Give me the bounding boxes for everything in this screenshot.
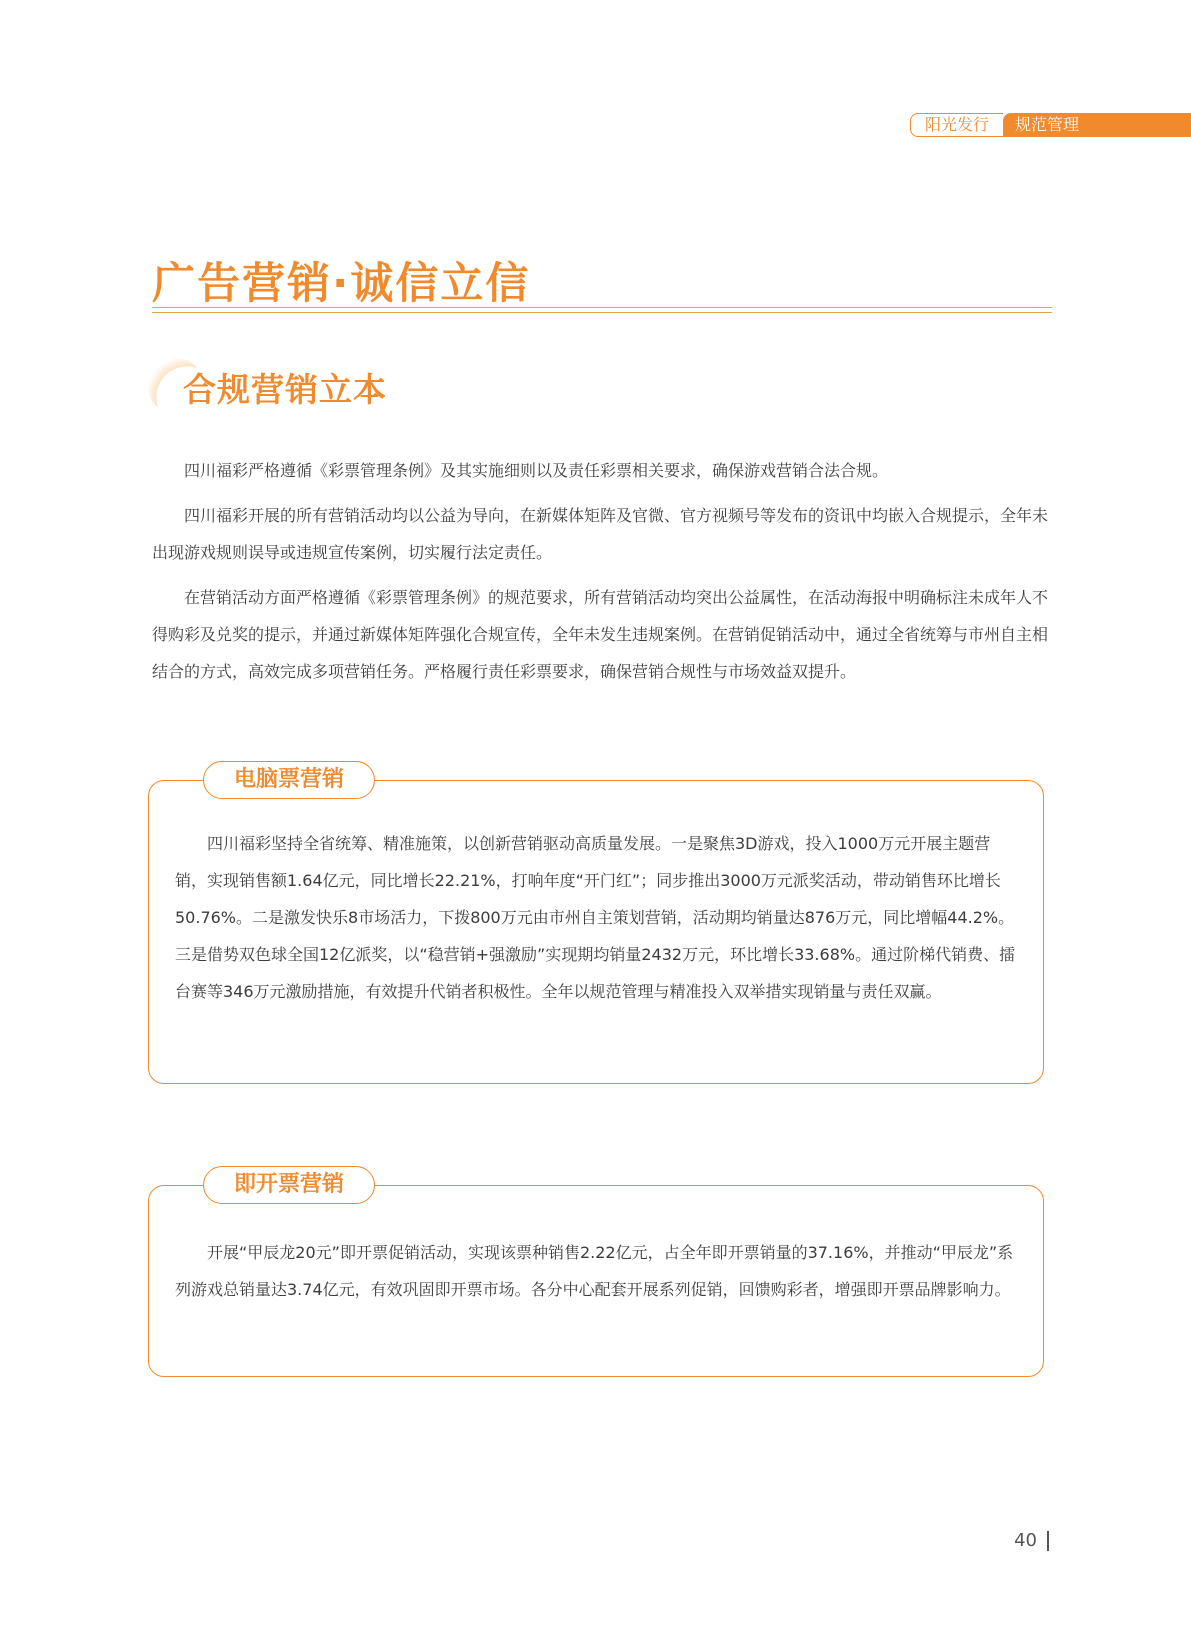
- tab-standard-management[interactable]: 规范管理: [1003, 113, 1191, 137]
- instant-ticket-marketing-box: [148, 1172, 1044, 1377]
- page-number: 40: [1014, 1531, 1049, 1551]
- paragraph-2: 四川福彩开展的所有营销活动均以公益为导向，在新媒体矩阵及官微、官方视频号等发布的资讯中均嵌入合规提示，全年未出现游戏规则误导或违规宣传案例，切实履行法定责任。: [152, 506, 1049, 562]
- computer-ticket-marketing-box: [148, 767, 1044, 1084]
- title-divider-top: [152, 307, 1052, 308]
- paragraph-3: 在营销活动方面严格遵循《彩票管理条例》的规范要求，所有营销活动均突出公益属性，在活动海报中明确标注未成年人不得购彩及兑奖的提示，并通过新媒体矩阵强化合规宣传，全年未发生违规案例。在营销促销活动中，通过全省统筹与市州自主相结合的方式，高效完成多项营销任务。严格履行责任彩票要求，确保营销合规性与市场效益双提升。: [152, 588, 1049, 681]
- header-tabs: [910, 113, 1191, 137]
- box-label-instant-ticket: 即开票营销: [203, 1166, 375, 1204]
- section-title: 合规营销立本: [183, 370, 387, 409]
- page-title: 广告营销·诚信立信: [152, 259, 531, 309]
- box-text-computer-ticket: 四川福彩坚持全省统筹、精准施策，以创新营销驱动高质量发展。一是聚焦3D游戏，投入1000万元开展主题营销，实现销售额1.64亿元，同比增长22.21%，打响年度“开门红”；同步推出3000万元派奖活动，带动销售环比增长50.76%。二是激发快乐8市场活力，下拨800万元由市州自主策划营销，活动期均销量达876万元，同比增幅44.2%。三是借势双色球全国12亿派奖，以“稳营销+强激励”实现期均销量2432万元，环比增长33.68%。通过阶梯代销费、擂台赛等346万元激励措施，有效提升代销者积极性。全年以规范管理与精准投入双举措实现销量与责任双赢。: [175, 834, 1016, 1001]
- body-text: [152, 452, 1052, 700]
- paragraph-1: 四川福彩严格遵循《彩票管理条例》及其实施细则以及责任彩票相关要求，确保游戏营销合法合规。: [184, 461, 889, 480]
- title-divider-bottom: [152, 312, 1052, 313]
- box-text-instant-ticket: 开展“甲辰龙20元”即开票促销活动，实现该票种销售2.22亿元，占全年即开票销量的37.16%，并推动“甲辰龙”系列游戏总销量达3.74亿元，有效巩固即开票市场。各分中心配套开展系列促销，回馈购彩者，增强即开票品牌影响力。: [175, 1243, 1014, 1299]
- box-label-computer-ticket: 电脑票营销: [203, 761, 375, 799]
- tab-sunshine-issuance[interactable]: 阳光发行: [910, 113, 1003, 137]
